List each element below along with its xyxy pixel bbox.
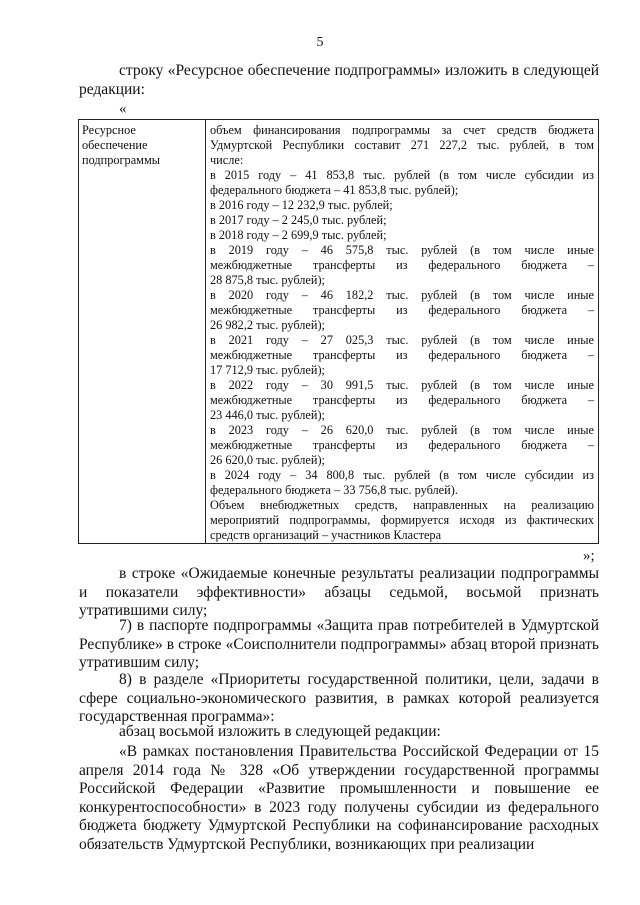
table-right-line: 17 712,9 тыс. рублей); xyxy=(210,363,325,377)
table-right-line: в 2015 году – 41 853,8 тыс. рублей (в том числе субсидии из xyxy=(210,168,594,182)
table-right-line: межбюджетные трансферты из федерального бюджета – xyxy=(210,438,594,452)
table-right-line: межбюджетные трансферты из федерального бюджета – xyxy=(210,303,594,317)
table-right-line: в 2018 году – 2 699,9 тыс. рублей; xyxy=(210,228,387,242)
table-right-line: 26 982,2 тыс. рублей); xyxy=(210,318,325,332)
table-right-line: числе: xyxy=(210,153,244,167)
table-right-line: межбюджетные трансферты из федерального бюджета – xyxy=(210,393,594,407)
table-right-cell xyxy=(210,123,594,543)
table-divider xyxy=(205,120,206,543)
table-right-line: Удмуртской Республики составит 271 227,2 тыс. рублей, в том xyxy=(210,138,594,152)
paragraph-abzac: абзац восьмой изложить в следующей редакции: xyxy=(119,723,441,740)
intro-paragraph: строку «Ресурсное обеспечение подпрограммы» изложить в следующей редакции: xyxy=(79,62,599,98)
table-right-line: в 2023 году – 26 620,0 тыс. рублей (в том числе иные xyxy=(210,423,594,437)
table-right-line: Объем внебюджетных средств, направленных на реализацию xyxy=(210,498,594,512)
table-left-cell: Ресурсное обеспечение подпрограммы xyxy=(82,123,160,167)
paragraph-decree: «В рамках постановления Правительства Российской Федерации от 15 апреля 2014 года № 328 «Об утверждении государственной программы Российской Федерации «Развитие промышленности и повышение ее конкурентоспособности» в 2023 году получены субсидии из федерального бюджета бюджету Удмуртской Республики на софинансирование расходных обязательств Удмуртской Республики, возникающих при реализации xyxy=(79,743,599,853)
closing-quote: »; xyxy=(583,548,595,564)
table-right-line: в 2017 году – 2 245,0 тыс. рублей; xyxy=(210,213,387,227)
table-right-line: в 2021 году – 27 025,3 тыс. рублей (в том числе иные xyxy=(210,333,594,347)
table-right-line: межбюджетные трансферты из федерального бюджета – xyxy=(210,258,594,272)
paragraph-expected-results: в строке «Ожидаемые конечные результаты реализации подпрограммы и показатели эффективности» абзацы седьмой, восьмой признать утратившими силу; xyxy=(79,565,599,619)
table-right-line: федерального бюджета – 33 756,8 тыс. рублей). xyxy=(210,483,458,497)
table-right-line: в 2022 году – 30 991,5 тыс. рублей (в том числе иные xyxy=(210,378,594,392)
opening-quote: « xyxy=(119,101,127,117)
table-right-line: в 2020 году – 46 182,2 тыс. рублей (в том числе иные xyxy=(210,288,594,302)
table-right-line: объем финансирования подпрограммы за счет средств бюджета xyxy=(210,123,594,137)
resource-table xyxy=(78,119,599,544)
paragraph-7: 7) в паспорте подпрограммы «Защита прав потребителей в Удмуртской Республике» в строке «Соисполнители подпрограммы» абзац второй признать утратившим силу; xyxy=(79,617,599,671)
table-right-line: средств организаций – участников Кластера xyxy=(210,528,442,542)
table-right-line: в 2016 году – 12 232,9 тыс. рублей; xyxy=(210,198,393,212)
table-right-line: федерального бюджета – 41 853,8 тыс. рублей); xyxy=(210,183,459,197)
table-right-line: межбюджетные трансферты из федерального бюджета – xyxy=(210,348,594,362)
table-right-line: 26 620,0 тыс. рублей); xyxy=(210,453,325,467)
table-right-line: в 2024 году – 34 800,8 тыс. рублей (в том числе субсидии из xyxy=(210,468,594,482)
table-right-line: 23 446,0 тыс. рублей); xyxy=(210,408,325,422)
table-right-line: мероприятий подпрограммы, формируется исходя из фактических xyxy=(210,513,594,527)
table-right-line: в 2019 году – 46 575,8 тыс. рублей (в том числе иные xyxy=(210,243,594,257)
page-number: 5 xyxy=(316,35,324,50)
table-right-line: 28 875,8 тыс. рублей); xyxy=(210,273,325,287)
paragraph-8: 8) в разделе «Приоритеты государственной политики, цели, задачи в сфере социально-экономического развития, в рамках которой реализуется государственная программа»: xyxy=(79,671,599,725)
